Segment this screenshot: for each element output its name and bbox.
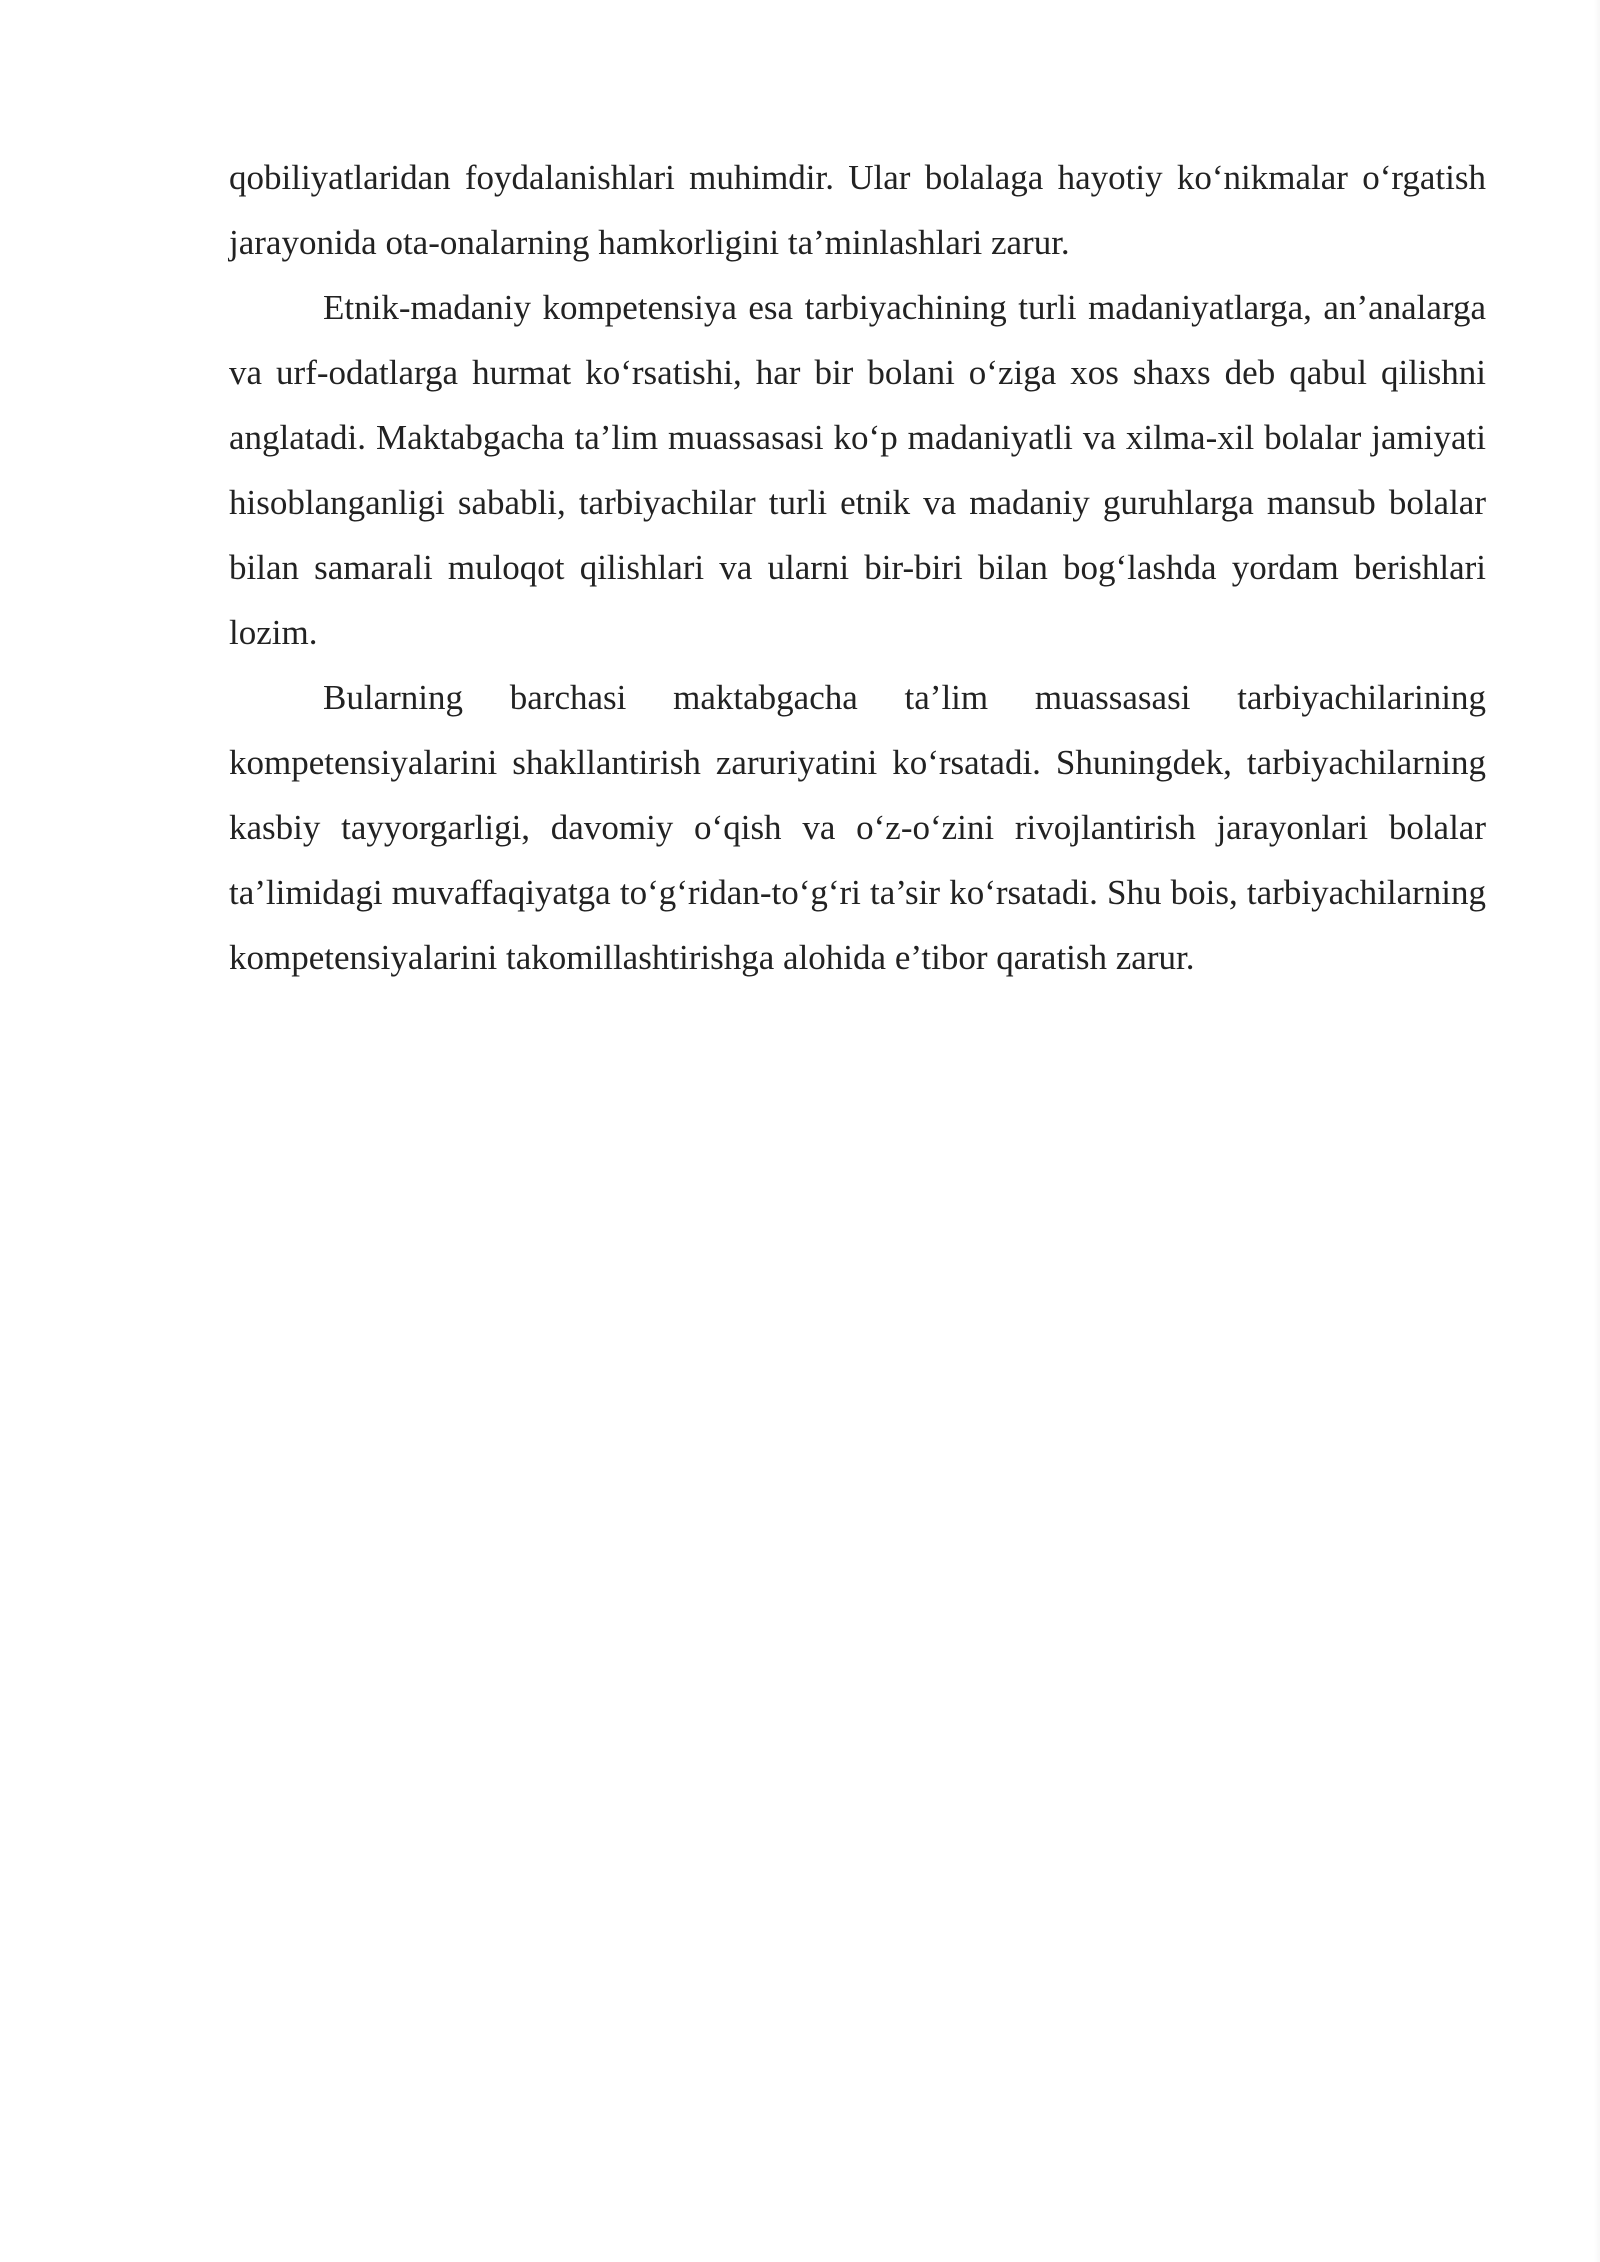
paragraph-ethnocultural-competence: Etnik-madaniy kompetensiya esa tarbiyachining turli madaniyatlarga, an’analarga va urf-odatlarga hurmat ko‘rsatishi, har bir bolani o‘ziga xos shaxs deb qabul qilishni anglatadi. Maktabgacha ta’lim muassasasi ko‘p madaniyatli va xilma-xil bolalar jamiyati hisoblanganligi sababli, tarbiyachilar turli etnik va madaniy guruhlarga mansub bolalar bilan samarali muloqot qilishlari va ularni bir-biri bilan bog‘lashda yordam berishlari lozim. bbox=[229, 288, 1486, 652]
paragraph-continuation: qobiliyatlaridan foydalanishlari muhimdir. Ular bolalaga hayotiy ko‘nikmalar o‘rgatish jarayonida ota-onalarning hamkorligini ta’minlashlari zarur. bbox=[229, 158, 1486, 262]
page-edge bbox=[1594, 0, 1600, 2262]
paragraph-conclusion: Bularning barchasi maktabgacha ta’lim muassasasi tarbiyachilarining kompetensiyalarini shakllantirish zaruriyatini ko‘rsatadi. Shuningdek, tarbiyachilarning kasbiy tayyorgarligi, davomiy o‘qish va o‘z-o‘zini rivojlantirish jarayonlari bolalar ta’limidagi muvaffaqiyatga to‘g‘ridan-to‘g‘ri ta’sir ko‘rsatadi. Shu bois, tarbiyachilarning kompetensiyalarini takomillashtirishga alohida e’tibor qaratish zarur. bbox=[229, 678, 1486, 977]
body-text bbox=[229, 145, 1486, 990]
